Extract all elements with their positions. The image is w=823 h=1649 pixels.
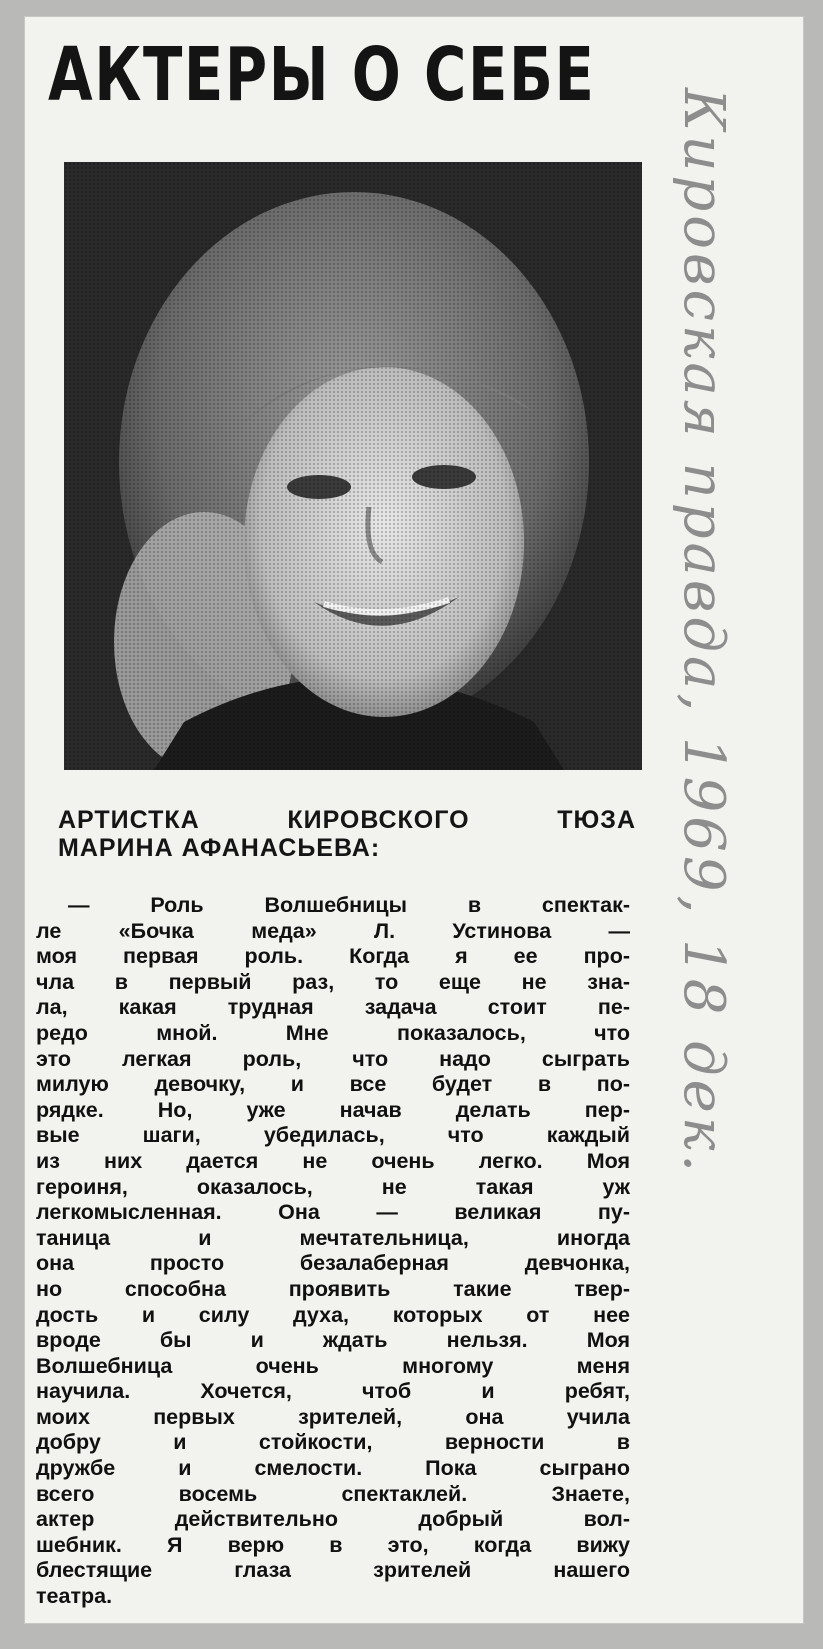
portrait-image xyxy=(64,162,642,770)
article-line: редо мной. Мне показалось, что xyxy=(36,1020,630,1045)
article-line: милую девочку, и все будет в по- xyxy=(36,1072,630,1097)
article-line: ла, какая трудная задача стоит пе- xyxy=(36,995,630,1020)
article-line: вроде бы и ждать нельзя. Моя xyxy=(36,1328,630,1353)
article-line: вые шаги, убедилась, что каждый xyxy=(36,1123,630,1148)
article-line: ле «Бочка меда» Л. Устинова — xyxy=(36,918,630,943)
article-line: из них дается не очень легко. Моя xyxy=(36,1148,630,1173)
article-line: дружбе и смелости. Пока сыграно xyxy=(36,1456,630,1481)
article-line: легкомысленная. Она — великая пу- xyxy=(36,1200,630,1225)
caption-line: МАРИНА АФАНАСЬЕВА: xyxy=(58,834,381,862)
article-line: таница и мечтательница, иногда xyxy=(36,1225,630,1250)
caption xyxy=(58,806,636,862)
article-line: блестящие глаза зрителей нашего xyxy=(36,1558,630,1583)
article-line: театра. xyxy=(36,1584,113,1609)
article-line: она просто безалаберная девчонка, xyxy=(36,1251,630,1276)
article-line: — Роль Волшебницы в спектак- xyxy=(68,893,630,917)
portrait-photo xyxy=(64,162,642,770)
article-line: моих первых зрителей, она учила xyxy=(36,1404,630,1429)
article-body xyxy=(36,893,630,1610)
article-line: рядке. Но, уже начав делать пер- xyxy=(36,1097,630,1122)
article-line: актер действительно добрый вол- xyxy=(36,1507,630,1532)
article-line: всего восемь спектаклей. Знаете, xyxy=(36,1481,630,1506)
article-line: это легкая роль, что надо сыграть xyxy=(36,1046,630,1071)
article-line: героиня, оказалось, не такая уж xyxy=(36,1174,630,1199)
article-line: научила. Хочется, чтоб и ребят, xyxy=(36,1379,630,1404)
article-line: шебник. Я верю в это, когда вижу xyxy=(36,1532,630,1557)
caption-line: АРТИСТКА КИРОВСКОГО ТЮЗА xyxy=(58,806,636,834)
headline: АКТЕРЫ О СЕБЕ xyxy=(48,32,596,118)
article-line: дость и силу духа, которых от нее xyxy=(36,1302,630,1327)
article-line: Волшебница очень многому меня xyxy=(36,1353,630,1378)
article-line: добру и стойкости, верности в xyxy=(36,1430,630,1455)
article-line: чла в первый раз, то еще не зна- xyxy=(36,969,630,994)
article-line: но способна проявить такие твер- xyxy=(36,1276,630,1301)
handwritten-source-note: Кировская правда, 1969, 18 дек. xyxy=(671,88,736,1177)
article-line: моя первая роль. Когда я ее про- xyxy=(36,944,630,969)
